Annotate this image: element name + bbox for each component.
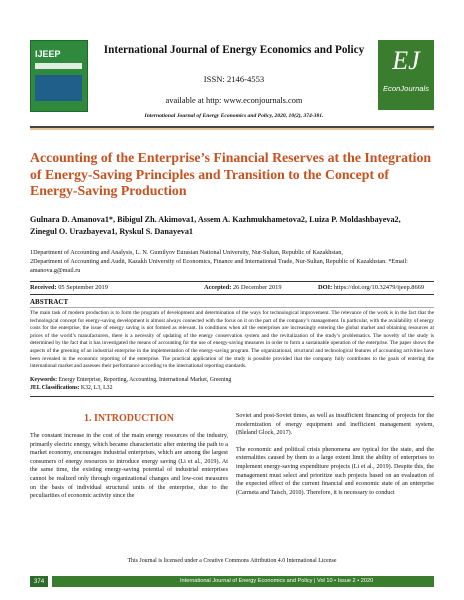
affiliations: [30, 248, 434, 275]
logo-text: EconJournals: [382, 84, 429, 93]
body-column-2-paragraph-1: Soviet and post-Soviet times, as well as insufficient financing of projects for the modernization of energy equipment and inefficient management system, (Bleland Glock, 2017).: [236, 413, 434, 437]
received-label: Received:: [30, 284, 57, 291]
accepted-value: 26 December 2019: [232, 284, 282, 291]
issn: ISSN: 2146-4553: [203, 74, 265, 84]
paper-title: Accounting of the Enterprise’s Financial Reserves at the Integration of Energy-Saving Principles and Transition to the Concept of Energy-Saving Production: [30, 150, 432, 198]
accepted-date: [204, 284, 282, 291]
footer-journal-line: International Journal of Energy Economics and Policy | Vol 10 • Issue 2 • 2020: [180, 578, 374, 584]
body-column-2: [236, 412, 434, 505]
page-number: 374: [30, 576, 48, 587]
abstract-rule: [30, 307, 434, 308]
jel-value: K32, L3, L32: [80, 384, 113, 391]
keywords-line: [30, 377, 434, 385]
jel-line: [30, 385, 434, 393]
header-divider-accent: [30, 128, 434, 130]
logo-ej: EJ: [392, 46, 420, 75]
accepted-label: Accepted:: [204, 284, 232, 291]
econjournals-logo: [378, 40, 434, 110]
abstract-text: The main task of modern production is to form the program of development and determination of the ways for technological improvement. The relevance of the work is in the fact that the technological concept for energy-saving development is almost always connected with the focus on it on the part of the company’s management. In particular, with the availability of energy costs for the enterprise, the issue of energy saving is not formed as relevant. In conditions when all the enterprises are increasingly entering the global market and obtaining resources at prices of the world’s manufacturers, there is a necessity of updating of the energy conservation system and the revitalization of the study’s problematics. The novelty of the study is determined by the fact that it has investigated the means of accounting for the use of energy-saving measures in order to form a sustainable operation of the enterprise. The paper shows the aspects of the greening of an industrial enterprise in the implementation of the energy-saving program. The organizational, structural and technological features of accounting activities have been revealed in the economic reporting of the enterprise. The practical application of the study is possible provided that the company fully contributes to the goals of entering the international market and assesses their performance according to the international reporting standards.: [30, 310, 434, 370]
cover-stripe: [35, 63, 82, 69]
journal-cover-image: [30, 40, 88, 112]
abstract-heading: ABSTRACT: [30, 298, 69, 306]
journal-citation: International Journal of Energy Economics and Policy, 2020, 10(2), 374-381.: [144, 113, 324, 119]
authors-line-2: Zinegul O. Urazbayeva1, Ryskul S. Danayeva1: [30, 227, 194, 236]
authors-line-1: Gulnara D. Amanova1*, Bibigul Zh. Akimova1, Assem A. Kazhmukhametova2, Luiza P. Moldashbayeva2,: [30, 215, 401, 224]
affiliation-2: 2Department of Accounting and Audit, Kazakh University of Economics, Finance and International Trade, Nur-Sultan, Republic of Kazakhstan. *Email: amanova.g@mail.ru: [30, 258, 408, 274]
keywords-rule: [30, 396, 434, 397]
dates-bottom-rule: [30, 294, 434, 295]
jel-label: JEL Classifications:: [30, 384, 80, 391]
received-date: [30, 284, 108, 291]
cover-title: IJEEP: [35, 49, 61, 59]
doi-link[interactable]: https://doi.org/10.32479/ijeep.8669: [333, 284, 425, 291]
keywords-value: Energy Enterprise, Reporting, Accounting, International Market, Greening: [58, 377, 232, 383]
available-at-link[interactable]: available at http: www.econjournals.com: [165, 96, 303, 105]
license-notice[interactable]: This Journal is licensed under a Creative Commons Attribution 4.0 International License: [127, 558, 337, 564]
journal-title: International Journal of Energy Economics and Policy: [103, 44, 365, 56]
dates-top-rule: [30, 281, 434, 282]
introduction-heading: 1. INTRODUCTION: [83, 413, 174, 424]
affiliation-1: 1Department of Accounting and Analysis, L. N. Gumilyov Eurasian National University, Nur-Sultan, Republic of Kazakhstan,: [30, 249, 343, 256]
doi-label: DOI:: [318, 284, 333, 291]
cover-block: [35, 75, 82, 101]
doi: [318, 284, 424, 291]
keywords-block: [30, 377, 434, 392]
received-value: 05 September 2019: [58, 284, 108, 291]
body-column-1: The constant increase in the cost of the main energy resources of the industry, primarily electric energy, which became characteristic after entering the path to a market economy, encourages industrial enterprises, which are among the largest consumers of energy resources to introduce energy saving (Li et al., 2019). At the same time, the existing energy-saving potential of industrial enterprises cannot be realized only through organizational changes and low-cost measures on the basis of individual structural units of the enterprise, due to the peculiarities of economic activity since the: [30, 433, 228, 500]
author-list: [30, 214, 434, 238]
body-column-2-paragraph-2: The economic and political crisis phenomena are typical for the state, and the externalities caused by them to a large extent limit the ability of enterprises to implement energy-saving expenditure projects (Li et al., 2019). Despite this, the management must select and prioritize such projects based on an evaluation of the expected effect of the current financial and economic state of an enterprise (Carmeta and Taisch, 2010). Therefore, it is necessary to conduct: [236, 446, 434, 496]
keywords-label: Keywords:: [30, 377, 58, 383]
